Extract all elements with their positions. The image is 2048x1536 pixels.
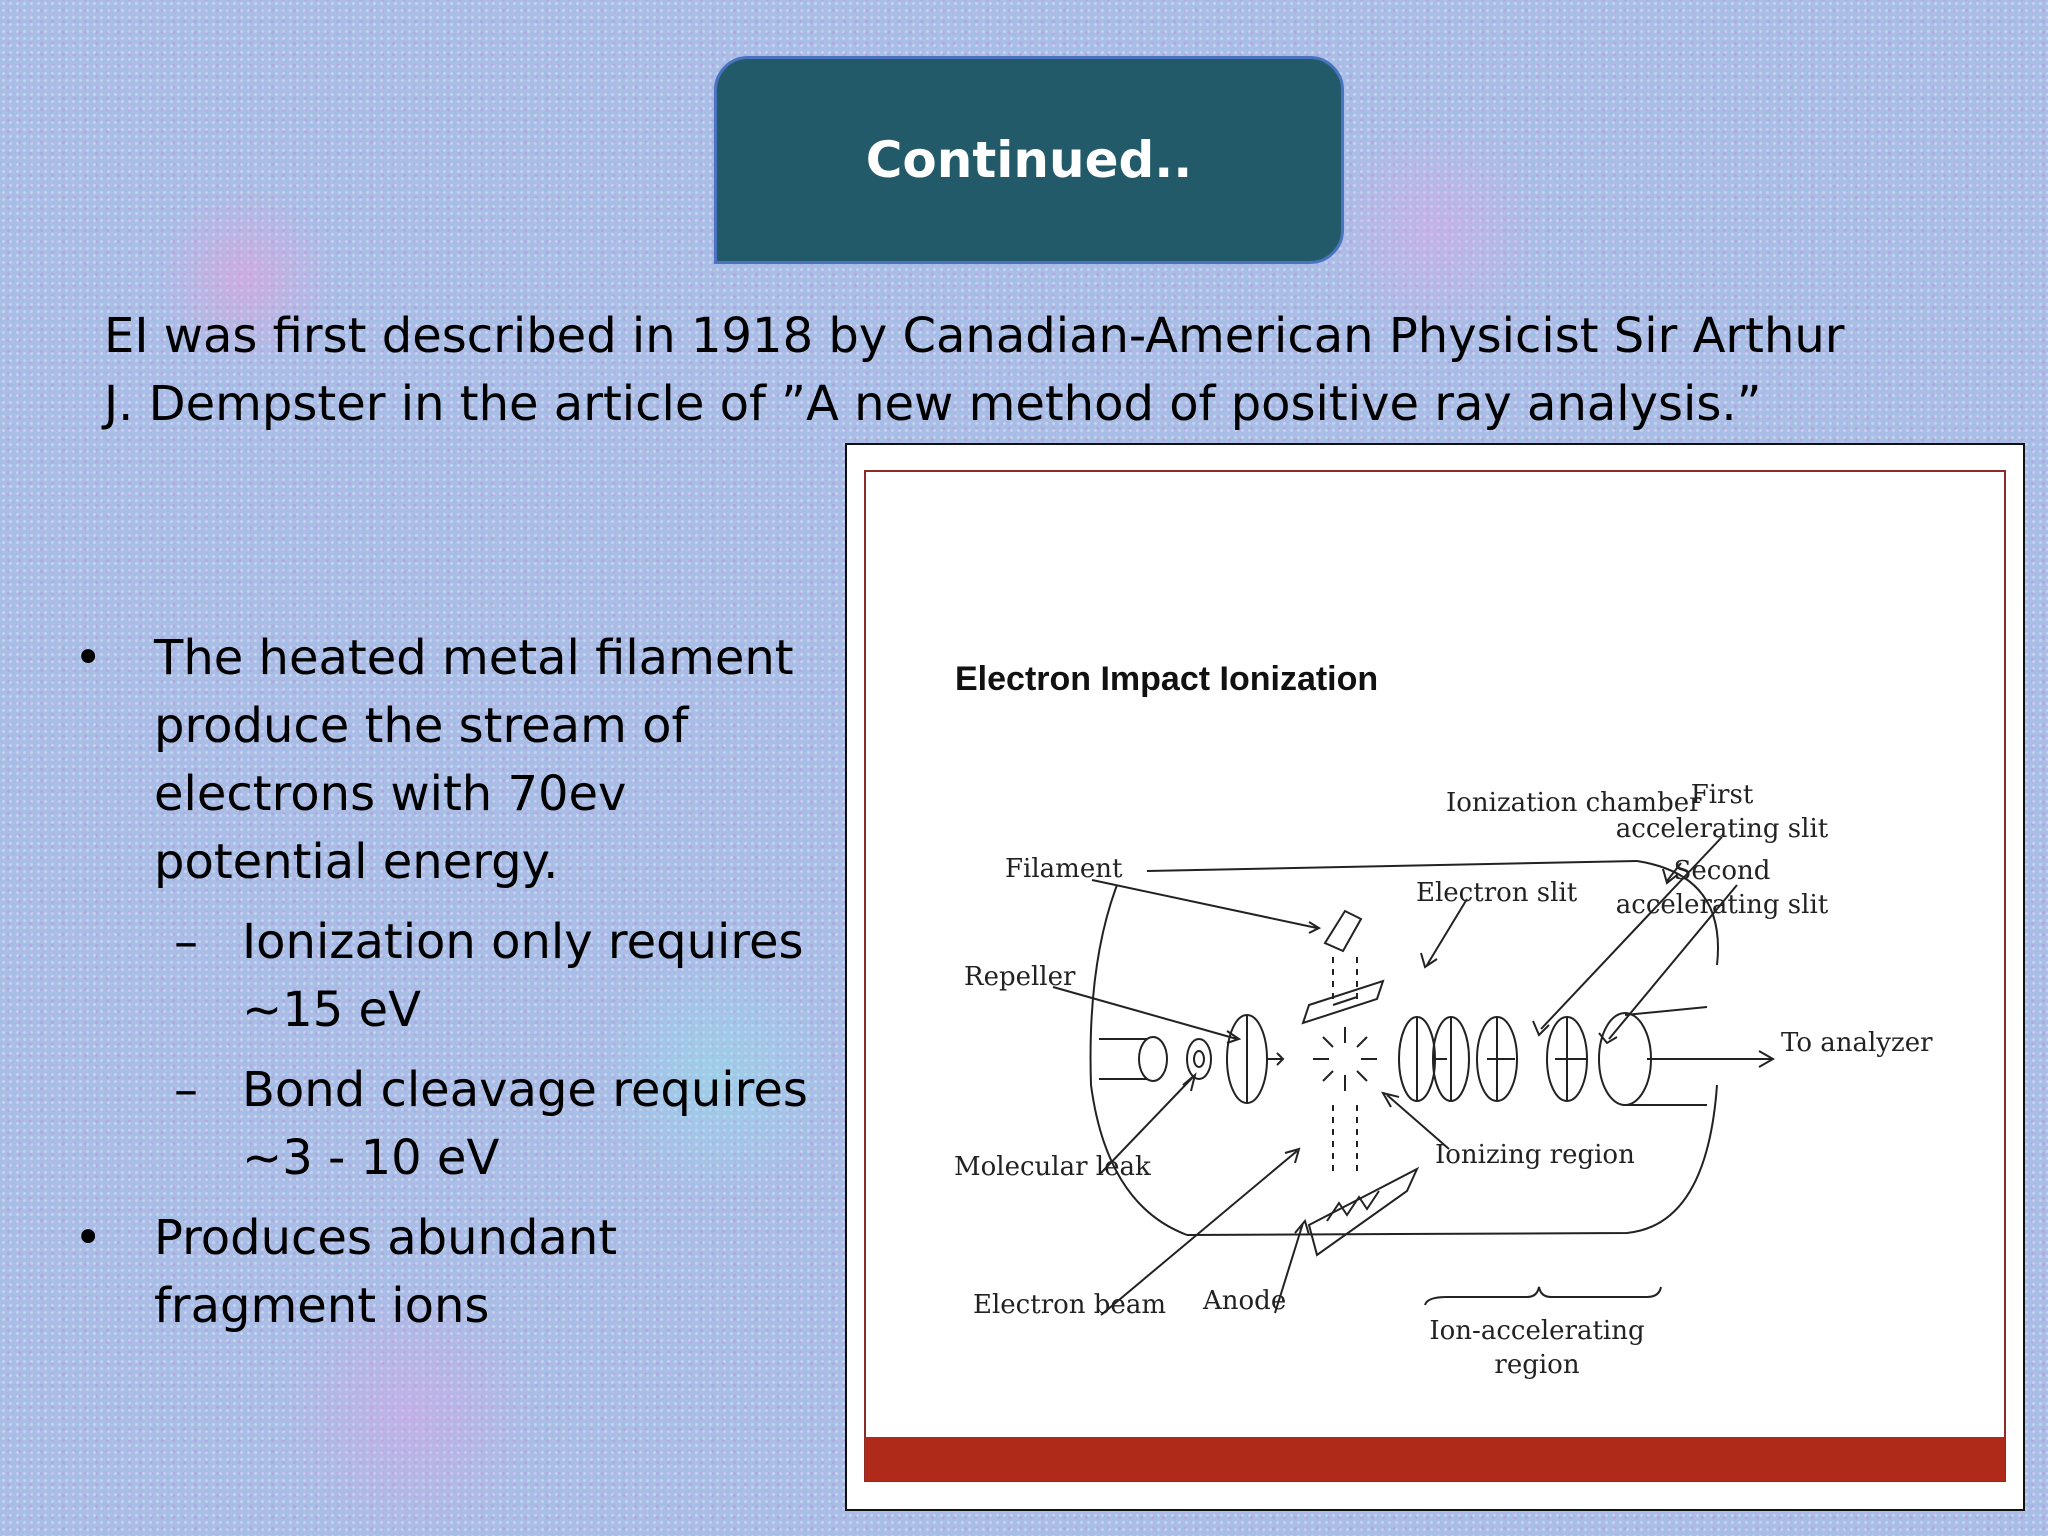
sub-bullet-line: ~3 - 10 eV — [242, 1130, 500, 1186]
intro-paragraph — [104, 302, 1904, 438]
sub-bullet-line: Ionization only requires — [242, 914, 804, 970]
bullet-filament — [70, 624, 810, 896]
sub-bullet-marker: – — [174, 1062, 198, 1118]
label-ion-region-2: region — [1494, 1350, 1580, 1380]
bullet-line: electrons with 70ev — [154, 766, 627, 822]
label-second-slit-1: Second — [1673, 856, 1771, 886]
bullet-marker: • — [74, 630, 103, 686]
label-ionizing-region: Ionizing region — [1435, 1140, 1635, 1170]
bullet-line: produce the stream of — [154, 698, 689, 754]
label-first-slit-2: accelerating slit — [1615, 814, 1829, 844]
label-molecular-leak: Molecular leak — [954, 1152, 1151, 1182]
label-ionization-chamber: Ionization chamber — [1446, 788, 1702, 818]
ei-diagram-figure — [845, 443, 2025, 1511]
label-ion-region-1: Ion-accelerating — [1429, 1316, 1645, 1346]
label-filament: Filament — [1005, 854, 1123, 884]
bullet-marker: • — [74, 1210, 103, 1266]
intro-line-1: EI was first described in 1918 by Canadian-American Physicist Sir Arthur — [104, 308, 1845, 364]
sub-bullet-ionization — [70, 908, 810, 1044]
bullet-list — [70, 624, 810, 1340]
label-anode: Anode — [1203, 1286, 1287, 1316]
label-to-analyzer: To analyzer — [1781, 1028, 1933, 1058]
intro-line-2: J. Dempster in the article of ”A new method of positive ray analysis.” — [104, 376, 1762, 432]
sub-bullet-bond-cleavage — [70, 1056, 810, 1192]
bullet-line: fragment ions — [154, 1278, 490, 1334]
bullet-line: Produces abundant — [154, 1210, 618, 1266]
sub-bullet-line: Bond cleavage requires — [242, 1062, 808, 1118]
label-electron-slit: Electron slit — [1416, 878, 1578, 908]
ei-diagram — [847, 445, 2023, 1509]
slide-title-box — [714, 56, 1344, 264]
figure-bottom-bar — [865, 1437, 2005, 1481]
label-second-slit-2: accelerating slit — [1615, 890, 1829, 920]
bullet-line: The heated metal filament — [154, 630, 794, 686]
slide-title: Continued.. — [865, 131, 1193, 189]
sub-bullet-line: ~15 eV — [242, 982, 421, 1038]
label-electron-beam: Electron beam — [973, 1290, 1166, 1320]
bullet-line: potential energy. — [154, 834, 559, 890]
label-first-slit-1: First — [1690, 780, 1754, 810]
bullet-fragment-ions — [70, 1204, 810, 1340]
label-repeller: Repeller — [964, 962, 1076, 992]
sub-bullet-marker: – — [174, 914, 198, 970]
diagram-title: Electron Impact Ionization — [955, 660, 1379, 698]
